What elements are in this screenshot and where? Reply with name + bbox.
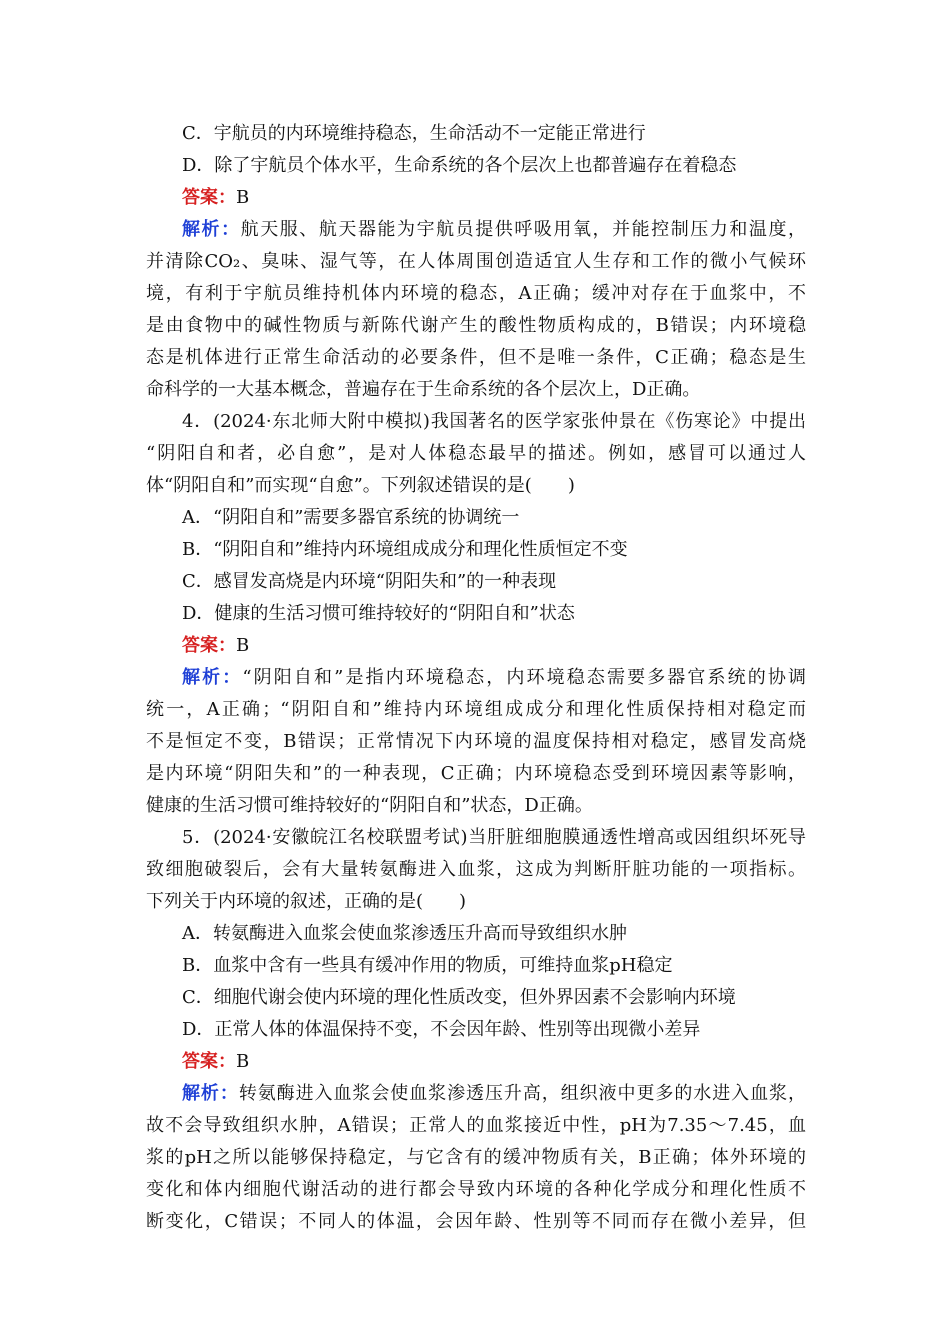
q4-stem-line: 4．(2024·东北师大附中模拟)我国著名的医学家张仲景在《伤寒论》中提出 [182,411,806,432]
q4-analysis-line: 统一，A正确；“阴阳自和”维持内环境组成成分和理化性质保持相对稳定而 [146,699,806,720]
q5-option-c: C．细胞代谢会使内环境的理化性质改变，但外界因素不会影响内环境 [182,987,736,1008]
q4-analysis-line: 不是恒定不变，B错误；正常情况下内环境的温度保持相对稳定，感冒发高烧 [146,731,806,752]
q4-analysis-line: 健康的生活习惯可维持较好的“阴阳自和”状态，D正确。 [146,795,593,816]
q4-answer [146,630,806,662]
q5-analysis-line: 故不会导致组织水肿，A错误；正常人的血浆接近中性，pH为7.35～7.45，血 [146,1115,806,1136]
analysis-label: 解析： [182,219,241,240]
q3-analysis-line: 命科学的一大基本概念，普遍存在于生命系统的各个层次上，D正确。 [146,379,701,400]
answer-label: 答案： [182,635,236,656]
q3-option-c: C．宇航员的内环境维持稳态，生命活动不一定能正常进行 [182,123,646,144]
q3-analysis-line: 态是机体进行正常生命活动的必要条件，但不是唯一条件，C正确；稳态是生 [146,347,806,368]
q5-stem-line: 5．(2024·安徽皖江名校联盟考试)当肝脏细胞膜通透性增高或因组织坏死导 [182,827,806,848]
q3-analysis-line: 并清除CO₂、臭味、湿气等，在人体周围创造适宜人生存和工作的微小气候环 [146,251,806,272]
q5-analysis-line: 浆的pH之所以能够保持稳定，与它含有的缓冲物质有关，B正确；体外环境的 [146,1147,806,1168]
analysis-text: 航天服、航天器能为宇航员提供呼吸用氧，并能控制压力和温度， [240,219,806,240]
q4-option-c: C．感冒发高烧是内环境“阴阳失和”的一种表现 [182,571,557,592]
q4-stem-line: 体“阴阳自和”而实现“自愈”。下列叙述错误的是( ) [146,475,575,496]
q4-option-a: A．“阴阳自和”需要多器官系统的协调统一 [182,507,520,528]
answer-value: B [236,1051,250,1072]
q5-analysis-line: 变化和体内细胞代谢活动的进行都会导致内环境的各种化学成分和理化性质不 [146,1179,806,1200]
q5-option-d: D．正常人体的体温保持不变，不会因年龄、性别等出现微小差异 [182,1019,701,1040]
q5-analysis-line [146,1078,806,1110]
q4-option-b: B．“阴阳自和”维持内环境组成成分和理化性质恒定不变 [182,539,628,560]
analysis-label: 解析： [182,1083,239,1104]
q5-option-b: B．血浆中含有一些具有缓冲作用的物质，可维持血浆pH稳定 [182,955,673,976]
q3-option-d: D．除了宇航员个体水平，生命系统的各个层次上也都普遍存在着稳态 [182,155,737,176]
q5-stem-line: 致细胞破裂后，会有大量转氨酶进入血浆，这成为判断肝脏功能的一项指标。 [146,859,806,880]
q4-option-d: D．健康的生活习惯可维持较好的“阴阳自和”状态 [182,603,575,624]
q5-analysis-line: 断变化，C错误；不同人的体温，会因年龄、性别等不同而存在微小差异，但 [146,1211,806,1232]
q4-stem-line: “阴阳自和者，必自愈”，是对人体稳态最早的描述。例如，感冒可以通过人 [146,443,806,464]
answer-label: 答案： [182,1051,236,1072]
q4-analysis-line [146,662,806,694]
answer-value: B [236,635,250,656]
q3-analysis-line: 是由食物中的碱性物质与新陈代谢产生的酸性物质构成的，B错误；内环境稳 [146,315,806,336]
document-page [146,118,806,1238]
answer-label: 答案： [182,187,236,208]
q3-analysis-line: 境，有利于宇航员维持机体内环境的稳态，A正确；缓冲对存在于血浆中，不 [146,283,806,304]
analysis-text: “阴阳自和”是指内环境稳态，内环境稳态需要多器官系统的协调 [242,667,806,688]
q3-answer [146,182,806,214]
analysis-label: 解析： [182,667,243,688]
q4-analysis-line: 是内环境“阴阳失和”的一种表现，C正确；内环境稳态受到环境因素等影响， [146,763,806,784]
answer-value: B [236,187,250,208]
q5-answer [146,1046,806,1078]
q3-analysis-line [146,214,806,246]
q5-stem-line: 下列关于内环境的叙述，正确的是( ) [146,891,467,912]
q5-option-a: A．转氨酶进入血浆会使血浆渗透压升高而导致组织水肿 [182,923,627,944]
analysis-text: 转氨酶进入血浆会使血浆渗透压升高，组织液中更多的水进入血浆， [238,1083,806,1104]
